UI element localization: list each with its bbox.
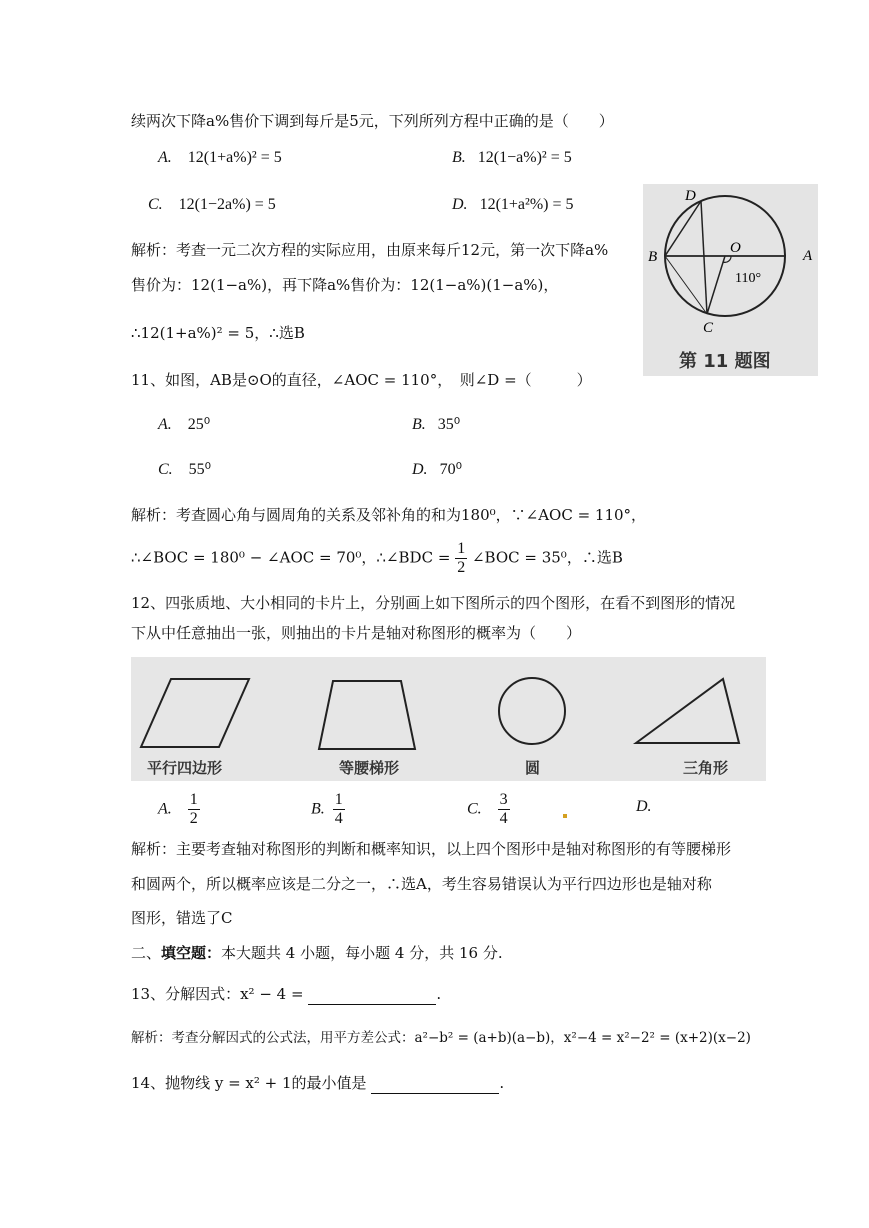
q12-analysis-line3: 图形，错选了C: [131, 909, 233, 927]
shape-label-trapezoid: 等腰梯形: [339, 759, 400, 777]
q12-option-c: [467, 791, 510, 828]
q11-option-d: [412, 459, 462, 479]
q12-shapes-figure: [131, 657, 766, 781]
q12-stem-line1: 12、四张质地、大小相同的卡片上，分别画上如下图所示的四个图形，在看不到图形的情况: [131, 594, 736, 612]
q13-answer-blank[interactable]: [308, 988, 436, 1005]
q12-option-b-denominator: 4: [334, 810, 343, 827]
q13-analysis: 解析：考查分解因式的公式法，用平方差公式：a²−b² = (a+b)(a−b)，x²−4 = x²−2² = (x+2)(x−2): [131, 1030, 751, 1046]
figure-11: [643, 184, 818, 376]
q13-stem: 13、分解因式：x² − 4 =: [131, 985, 304, 1003]
q10-option-b-label: B.: [452, 149, 466, 166]
q14-answer-blank[interactable]: [371, 1077, 499, 1094]
section-2-description: 本大题共 4 小题，每小题 4 分，共 16 分.: [221, 944, 503, 962]
q13-stem-line: [131, 983, 441, 1005]
point-d-label: D: [685, 188, 696, 204]
q12-option-b: [311, 791, 345, 828]
q12-option-b-fraction: [333, 791, 345, 828]
section-2-prefix: 二、: [131, 944, 162, 962]
q12-option-c-fraction: [498, 791, 510, 828]
q11-option-d-text: 70⁰: [439, 461, 462, 478]
q12-option-c-numerator: 3: [499, 791, 508, 808]
q12-option-b-label: B.: [311, 800, 325, 818]
q11-option-b-label: B.: [412, 416, 426, 433]
q10-option-a-label: A.: [158, 149, 172, 166]
q11-option-c-text: 55⁰: [188, 461, 212, 478]
q10-option-a-text: 12(1+a%)² = 5: [187, 149, 282, 166]
q11-option-a-label: A.: [158, 416, 172, 433]
point-b-label: B: [648, 249, 658, 265]
q11-analysis-line2: [131, 540, 623, 577]
q12-option-a-numerator: 1: [189, 791, 198, 808]
q10-analysis-line2: 售价为：12(1−a%)，再下降a%售价为：12(1−a%)(1−a%)，: [131, 276, 559, 294]
chord-db: [665, 201, 701, 256]
q12-stem-line2: 下从中任意抽出一张，则抽出的卡片是轴对称图形的概率为（ ）: [131, 624, 582, 642]
q10-option-b: [452, 149, 572, 167]
q11-option-b-text: 35⁰: [437, 416, 461, 433]
point-a-label: A: [803, 248, 813, 264]
shape-label-parallelogram: 平行四边形: [147, 759, 223, 777]
q13-end: .: [436, 985, 442, 1003]
figure-11-circle-diagram: [643, 184, 818, 376]
section-2-heading: [131, 942, 503, 964]
q10-option-d-text: 12(1+a²%) = 5: [479, 196, 574, 213]
q10-option-b-text: 12(1−a%)² = 5: [477, 149, 572, 166]
chord-dc: [701, 201, 707, 314]
q14-end: .: [499, 1074, 505, 1092]
q10-stem: 续两次下降a%售价下调到每斤是5元，下列所列方程中正确的是（ ）: [131, 112, 614, 130]
figure-11-caption: 第 11 题图: [679, 351, 771, 372]
q10-option-c-text: 12(1−2a%) = 5: [178, 196, 276, 213]
q11-analysis-line1: 解析：考查圆心角与圆周角的关系及邻补角的和为180⁰，∵∠AOC = 110°，: [131, 506, 647, 524]
radius-oc: [707, 256, 725, 314]
q10-option-d: [452, 196, 574, 214]
q12-option-d: [636, 798, 652, 816]
q12-analysis-line1: 解析：主要考查轴对称图形的判断和概率知识，以上四个图形中是轴对称图形的有等腰梯形: [131, 840, 732, 858]
q11-analysis-part1: ∴∠BOC = 180⁰ − ∠AOC = 70⁰，∴∠BDC =: [131, 548, 451, 567]
q10-analysis-line3: ∴12(1+a%)² = 5，∴选B: [131, 324, 305, 342]
q12-option-d-label: D.: [636, 798, 652, 815]
q11-fraction-numerator: 1: [457, 540, 466, 557]
q11-analysis-part2: ∠BOC = 35⁰，∴选B: [471, 548, 623, 567]
triangle-shape: [636, 679, 739, 743]
parallelogram-shape: [141, 679, 249, 747]
q14-stem-line: [131, 1072, 504, 1094]
q11-option-c: [158, 459, 211, 479]
q12-option-b-numerator: 1: [334, 791, 343, 808]
q12-option-a: [158, 791, 200, 828]
shape-label-triangle: 三角形: [683, 759, 729, 777]
q12-option-c-denominator: 4: [499, 810, 508, 827]
isosceles-trapezoid-shape: [319, 681, 415, 749]
q10-option-d-label: D.: [452, 196, 468, 213]
q11-option-c-label: C.: [158, 461, 173, 478]
q12-option-c-label: C.: [467, 800, 482, 818]
q12-option-a-label: A.: [158, 800, 172, 818]
q12-analysis-line2: 和圆两个，所以概率应该是二分之一，∴选A，考生容易错误认为平行四边形也是轴对称: [131, 875, 712, 893]
q11-fraction-denominator: 2: [457, 559, 466, 576]
q11-stem: 11、如图，AB是⊙O的直径，∠AOC = 110°， 则∠D =（ ）: [131, 371, 592, 389]
q11-fraction: [455, 540, 467, 577]
circle-shape: [499, 678, 565, 744]
point-o-label: O: [730, 240, 741, 256]
q12-shapes-svg: [131, 657, 766, 781]
point-c-label: C: [703, 320, 714, 336]
q11-option-d-label: D.: [412, 461, 428, 478]
q10-option-c: [148, 196, 276, 214]
q12-option-a-fraction: [188, 791, 200, 828]
q11-option-a-text: 25⁰: [187, 416, 211, 433]
q12-option-a-denominator: 2: [189, 810, 198, 827]
section-2-title: 填空题：: [161, 944, 222, 962]
marker-dot: [563, 814, 567, 818]
chord-bc: [665, 256, 707, 314]
q14-stem: 14、抛物线 y = x² + 1的最小值是: [131, 1074, 367, 1092]
q11-option-b: [412, 414, 460, 434]
q10-option-c-label: C.: [148, 196, 163, 213]
q10-analysis-line1: 解析：考查一元二次方程的实际应用，由原来每斤12元，第一次下降a%: [131, 241, 609, 259]
q11-option-a: [158, 414, 210, 434]
angle-label: 110°: [735, 271, 762, 286]
shape-label-circle: 圆: [525, 759, 541, 777]
q10-option-a: [158, 149, 282, 167]
